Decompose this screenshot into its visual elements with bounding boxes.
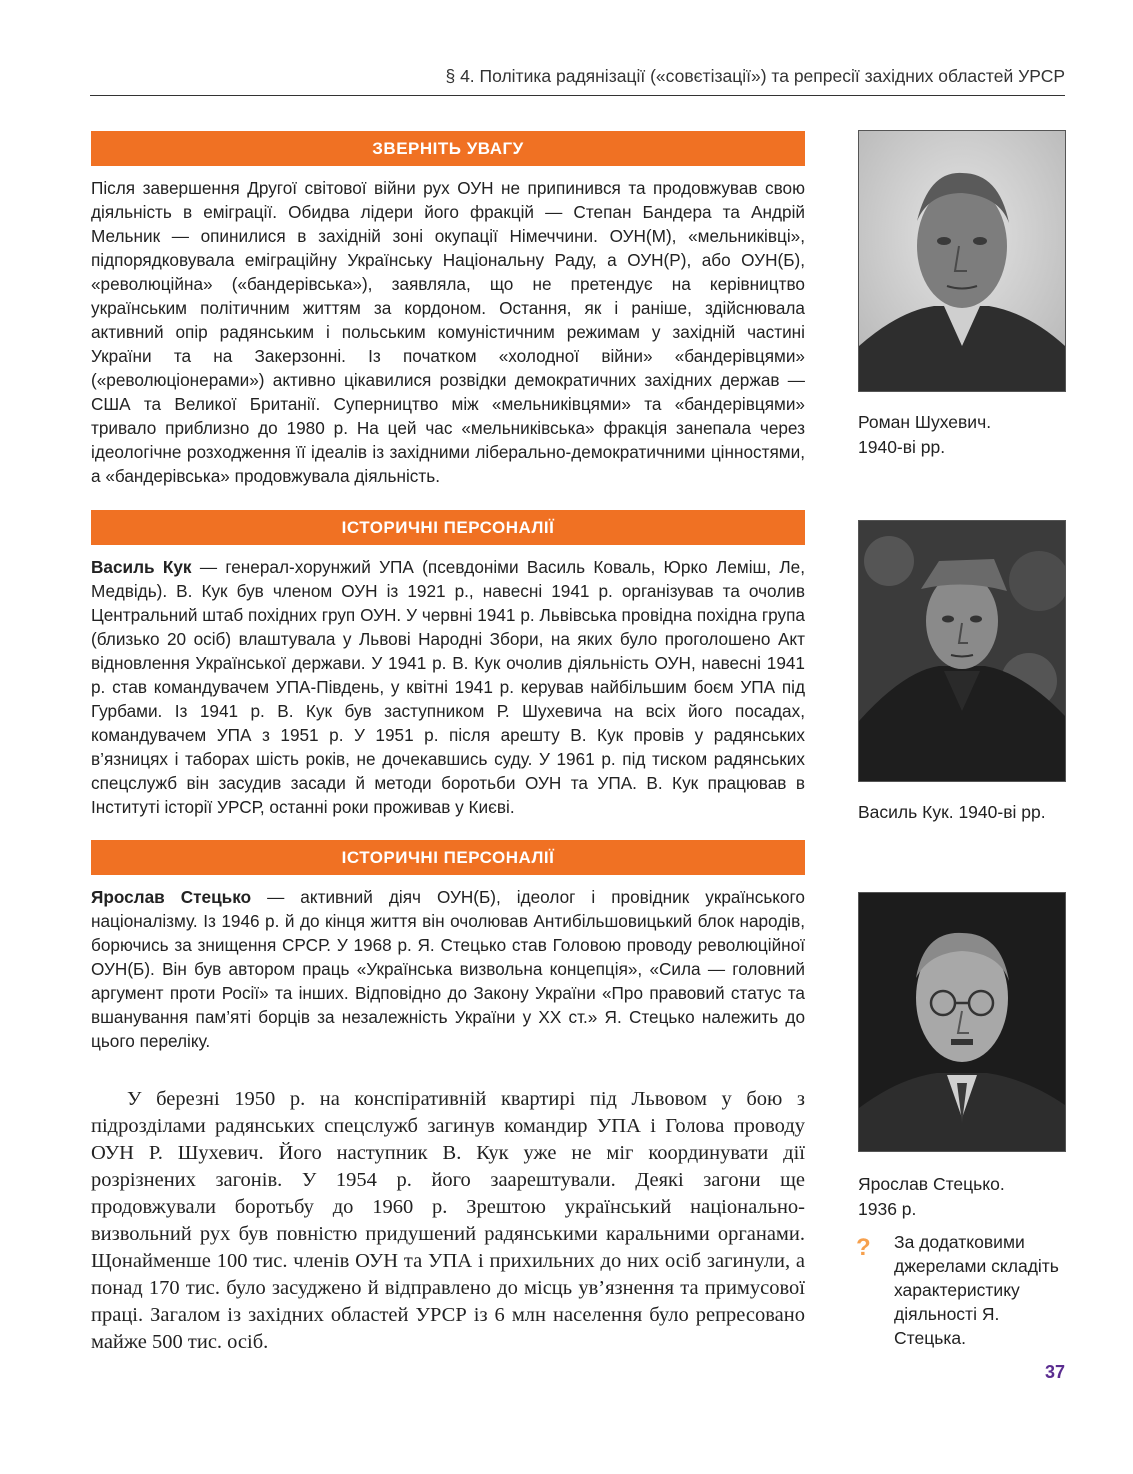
photo-kuk xyxy=(858,520,1066,782)
photo-1-caption-date: 1940-ві рр. xyxy=(858,437,946,457)
photo-stetsko xyxy=(858,892,1066,1152)
question-mark-icon: ? xyxy=(856,1234,871,1261)
persona-2-name: Ярослав Стецько xyxy=(91,887,252,907)
persona-box-1-title: ІСТОРИЧНІ ПЕРСОНАЛІЇ xyxy=(91,510,805,545)
attention-box-text: Після завершення Другої світової війни рух ОУН не припинився та продовжував свою діяльність в еміграції. Обидва лідери його фракцій — Степан Бандера та Андрій Мельник — опинилися в західній зоні окупації Німеччини. ОУН(М), «мельниківці», підпорядковувала еміграційну Українську Національну Раду, а ОУН(Р), або ОУН(Б), «революційна» («бандерівська»), заявляла, що не претендує на керівництво українським політичним життям за кордоном. Остання, як і раніше, здійснювала активний опір радянським і польським комуністичним режимам у західній частині України та на Закерзонні. Із початком «холодної війни» «бандерівцями» («революціонерами») активно цікавилися розвідки демократичних західних держав — США та Великої Британії. Суперництво між «мельниківцями» та «бандерівцями» тривало приблизно до 1980 р. На цей час «мельниківська» фракція занепала через ідеологічне розходження її ідеалів із західними ліберально-демократичними цінностями, а «бандерівська» продовжувала діяльність. xyxy=(91,178,805,486)
persona-1-name: Василь Кук xyxy=(91,557,192,577)
attention-box-title: ЗВЕРНІТЬ УВАГУ xyxy=(91,131,805,166)
persona-box-1-text xyxy=(91,555,805,819)
photo-3-caption-name: Ярослав Стецько. xyxy=(858,1174,1005,1194)
photo-1-caption xyxy=(858,410,1088,460)
running-head: § 4. Політика радянізації («совєтізації») та репресії західних областей УРСР xyxy=(445,66,1065,86)
header-rule xyxy=(90,95,1065,96)
page-number: 37 xyxy=(1044,1362,1065,1382)
photo-3-caption xyxy=(858,1172,1088,1222)
persona-2-bio: — активний діяч ОУН(Б), ідеолог і провідник українського націоналізму. Із 1946 р. й до кінця життя він очолював Антибільшовицький блок народів, борючись за знищення СРСР. У 1968 р. Я. Стецько став Головою проводу революційної ОУН(Б). Він був автором праць «Українська визвольна концепція», «Сила — головний аргумент проти Росії» та інших. Відповідно до Закону України «Про правовий статус та вшанування пам’яті борців за незалежність України у ХХ ст.» Я. Стецько належить до цього переліку. xyxy=(91,887,805,1051)
persona-1-bio: — генерал-хорунжий УПА (псевдоніми Василь Коваль, Юрко Леміш, Ле, Медвідь). В. Кук був членом ОУН із 1921 р., навесні 1941 р. організував та очолив Центральний штаб похідних груп ОУН. У червні 1941 р. Львівська провідна похідна група (близько 20 осіб) влаштувала у Львові Народні Збори, на яких було проголошено Акт відновлення Української держави. У 1941 р. В. Кук очолив діяльність ОУН, навесні 1941 р. став командувачем УПА-Південь, у квітні 1941 р. керував найбільшим боєм УПА під Гурбами. Із 1941 р. В. Кук був заступником Р. Шухевича на всіх його посадах, командувачем УПА з 1951 р. У 1951 р. після арешту В. Кук провів у радянських в’язницях і таборах шість років, не дочекавшись суду. У 1961 р. під тиском радянських спецслужб він засудив засади й методи боротьби ОУН та УПА. В. Кук працював в Інституті історії УРСР, останні роки проживав у Києві. xyxy=(91,557,805,817)
photo-3-caption-date: 1936 р. xyxy=(858,1199,917,1219)
task-text: За додатковими джерелами складіть характеристику діяльності Я. Стецька. xyxy=(894,1232,1059,1348)
persona-box-2-title: ІСТОРИЧНІ ПЕРСОНАЛІЇ xyxy=(91,840,805,875)
photo-2-caption: Василь Кук. 1940-ві рр. xyxy=(858,802,1046,822)
main-paragraph: У березні 1950 р. на конспіративній квартирі під Львовом у бою з підрозділами радянських спецслужб загинув командир УПА і Голова проводу ОУН Р. Шухевич. Його наступник В. Кук уже не міг координувати дії розрізнених загонів. У 1954 р. його заарештували. Деякі загони ще продовжували боротьбу до 1960 р. Зрештою український національно-визвольний рух був повністю придушений радянськими каральними органами. Щонайменше 100 тис. членів ОУН та УПА і прихильних до них осіб загинули, а понад 170 тис. було засуджено й відправлено до місць ув’язнення та примусової праці. Загалом із західних областей УРСР із 6 млн населення було репресовано майже 500 тис. осіб. xyxy=(91,1088,805,1353)
persona-box-2-text xyxy=(91,885,805,1053)
photo-1-caption-name: Роман Шухевич. xyxy=(858,412,992,432)
photo-shukhevych xyxy=(858,130,1066,392)
